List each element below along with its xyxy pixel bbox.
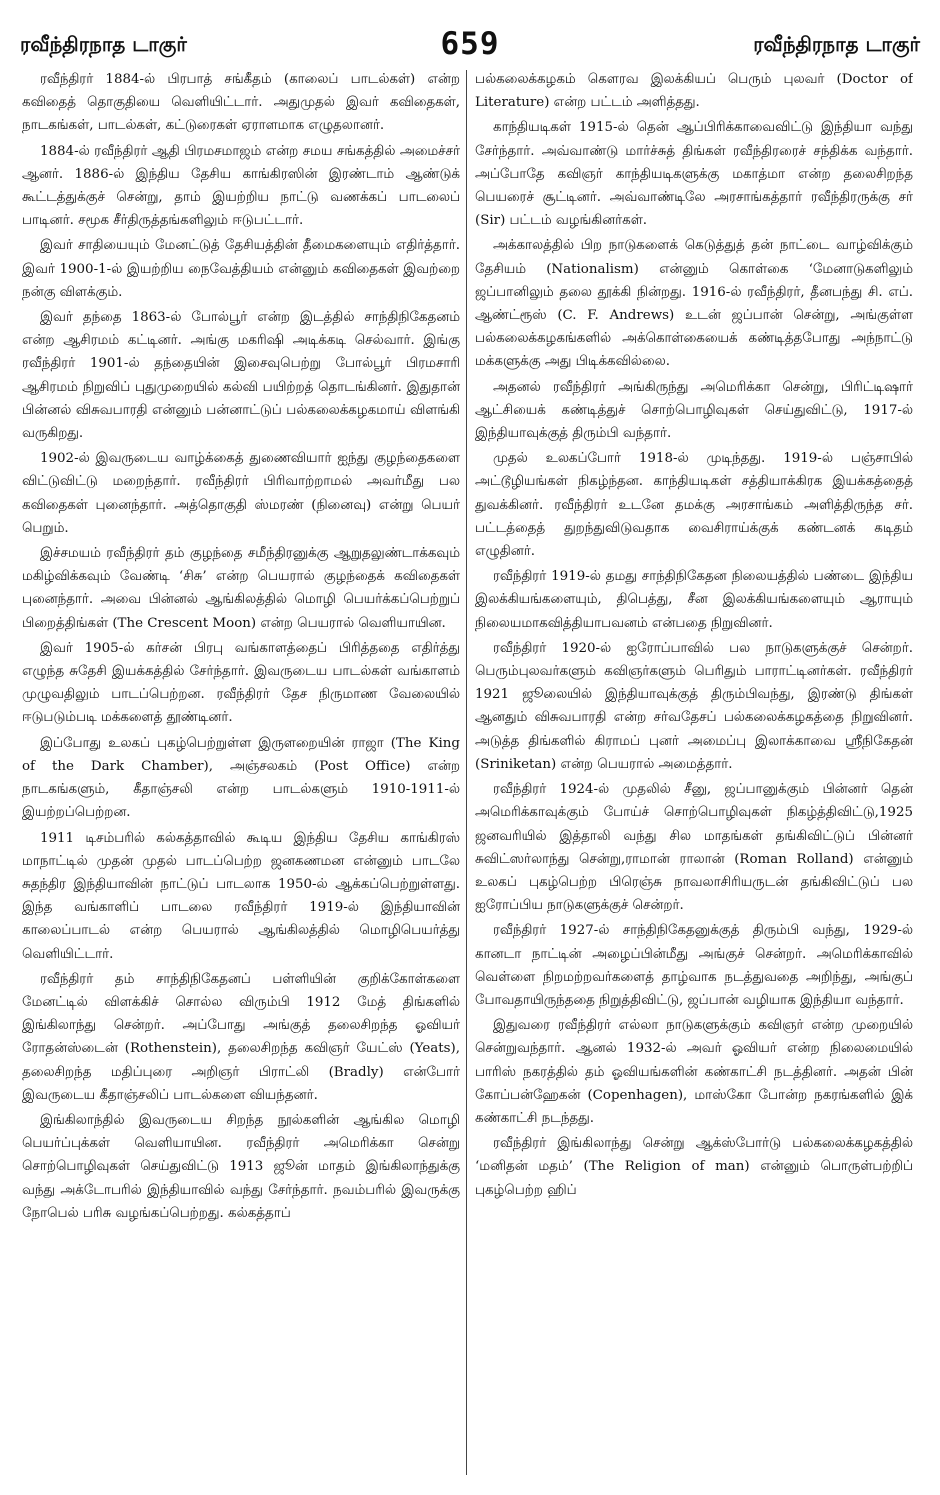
left-column bbox=[22, 68, 460, 1478]
paragraph: காந்தியடிகள் 1915-ல் தென் ஆப்பிரிக்காவைவிட்டு இந்தியா வந்து சேர்ந்தார். அவ்வாண்டு மார்ச்சுத் திங்கள் ரவீந்திரரைச் சந்திக்க வந்தார். அப்போதே கவிஞர் காந்தியடிகளுக்கு மகாத்மா என்ற தலைசிறந்த பெயரைச் சூட்டினர். அவ்வாண்டிலே அரசாங்கத்தார் ரவீந்திரருக்கு சர் (Sir) பட்டம் வழங்கினர்கள். bbox=[475, 120, 913, 229]
page-number: 659 bbox=[440, 26, 500, 62]
paragraph: ரவீந்திரர் 1884-ல் பிரபாத் சங்கீதம் (காலைப் பாடல்கள்) என்ற கவிதைத் தொகுதியை வெளியிட்டார். அதுமுதல் இவர் கவிதைகள், நாடகங்கள், பாடல்கள், கட்டுரைகள் ஏராளமாக எழுதலானர். bbox=[22, 72, 460, 134]
paragraph: ரவீந்திரர் 1919-ல் தமது சாந்திநிகேதன நிலையத்தில் பண்டை இந்திய இலக்கியங்களையும், திபெத்து, சீன இலக்கியங்களையும் ஆராயும் நிலையமாகவித்தியாபவனம் என்பதை நிறுவினர். bbox=[475, 569, 913, 631]
right-column bbox=[475, 68, 913, 1478]
running-title-right: ரவீந்திரநாத டாகுர் bbox=[753, 32, 920, 56]
running-title-left: ரவீந்திரநாத டாகுர் bbox=[20, 32, 187, 56]
paragraph: இவர் சாதியையும் மேனட்டுத் தேசியத்தின் தீமைகளையும் எதிர்த்தார். இவர் 1900-1-ல் இயற்றிய நைவேத்தியம் என்னும் கவிதைகள் இவற்றை நன்கு விளக்கும். bbox=[22, 238, 460, 300]
paragraph: ரவீந்திரர் 1920-ல் ஐரோப்பாவில் பல நாடுகளுக்குச் சென்றர். பெரும்புலவர்களும் கவிஞர்களும் பெரிதும் பாராட்டினர்கள். ரவீந்திரர் 1921 ஜூலையில் இந்தியாவுக்குத் திரும்பிவந்து, இரண்டு திங்கள் ஆனதும் விசுவபாரதி என்ற சர்வதேசப் பல்கலைக்கழகத்தை நிறுவினர். அடுத்த திங்களில் கிராமப் புனர் அமைப்பு இலாக்காவை ஸ்ரீநிகேதன் (Sriniketan) என்ற பெயரால் அமைத்தார். bbox=[475, 640, 913, 772]
paragraph: ரவீந்திரர் 1924-ல் முதலில் சீனு, ஜப்பானுக்கும் பின்னர் தென் அமெரிக்காவுக்கும் போய்ச் சொற்பொழிவுகள் நிகழ்த்திவிட்டு,1925 ஜனவரியில் இத்தாலி வந்து சில மாதங்கள் தங்கிவிட்டுப் பின்னர் சுவிட்ஸர்லாந்து சென்று,ராமான் ராலான் (Roman Rolland) என்னும் உலகப் புகழ்பெற்ற பிரெஞ்சு நாவலாசிரியருடன் தங்கிவிட்டுப் பல ஐரோப்பிய நாடுகளுக்குச் சென்றர். bbox=[475, 782, 913, 914]
paragraph: 1884-ல் ரவீந்திரர் ஆதி பிரமசமாஜம் என்ற சமய சங்கத்தில் அமைச்சர் ஆனர். 1886-ல் இந்திய தேசிய காங்கிரஸின் இரண்டாம் ஆண்டுக் கூட்டத்துக்குச் சென்று, தாம் இயற்றிய நாட்டு வணக்கப் பாடலைப் பாடினர். சமூக சீர்திருத்தங்களிலும் ஈடுபட்டார். bbox=[22, 143, 460, 229]
paragraph: இங்கிலாந்தில் இவருடைய சிறந்த நூல்களின் ஆங்கில மொழி பெயர்ப்புக்கள் வெளியாயின. ரவீந்திரர் அமெரிக்கா சென்று சொற்பொழிவுகள் செய்துவிட்டு 1913 ஜூன் மாதம் இங்கிலாந்துக்கு வந்து அக்டோபரில் இந்தியாவில் வந்து சேர்ந்தார். நவம்பரில் இவருக்கு நோபெல் பரிசு வழங்கப்பெற்றது. கல்கத்தாப் bbox=[22, 1112, 460, 1221]
page-header bbox=[20, 26, 920, 66]
paragraph: ரவீந்திரர் இங்கிலாந்து சென்று ஆக்ஸ்போர்டு பல்கலைக்கழகத்தில் ‘மனிதன் மதம்’ (The Religion of man) என்னும் பொருள்பற்றிப் புகழ்பெற்ற ஹிப் bbox=[475, 1136, 913, 1198]
paragraph: ரவீந்திரர் 1927-ல் சாந்திநிகேதனுக்குத் திரும்பி வந்து, 1929-ல் கானடா நாட்டின் அழைப்பின்மீது அங்குச் சென்றர். அமெரிக்காவில் வெள்ளை நிறமற்றவர்களைத் தாழ்வாக நடத்துவதை அறிந்து, அங்குப் போவதாயிருந்ததை நிறுத்திவிட்டு, ஜப்பான் வழியாக இந்தியா வந்தார். bbox=[475, 923, 913, 1008]
paragraph: முதல் உலகப்போர் 1918-ல் முடிந்தது. 1919-ல் பஞ்சாபில் அட்டூழியங்கள் நிகழ்ந்தன. காந்தியடிகள் சத்தியாக்கிரக இயக்கத்தைத் துவக்கினர். ரவீந்திரர் உடனே தமக்கு அரசாங்கம் அளித்திருந்த சர். பட்டத்தைத் துறந்துவிடுவதாக வைசிராய்க்குக் கண்டனக் கடிதம் எழுதினர். bbox=[475, 451, 913, 560]
paragraph: 1911 டிசம்பரில் கல்கத்தாவில் கூடிய இந்திய தேசிய காங்கிரஸ் மாநாட்டில் முதன் முதல் பாடப்பெற்ற ஜனகணமன என்னும் பாடலே சுதந்திர இந்தியாவின் நாட்டுப் பாடலாக 1950-ல் ஆக்கப்பெற்றுள்ளது. இந்த வங்காளிப் பாடலை ரவீந்திரர் 1919-ல் இந்தியாவின் காலைப்பாடல் என்ற பெயரால் ஆங்கிலத்தில் மொழிபெயர்த்து வெளியிட்டார். bbox=[22, 830, 460, 962]
paragraph: இவர் தந்தை 1863-ல் போல்பூர் என்ற இடத்தில் சாந்திநிகேதனம் என்ற ஆசிரமம் கட்டினர். அங்கு மகரிஷி அடிக்கடி செல்வார். இங்கு ரவீந்திரர் 1901-ல் தந்தையின் இசைவுபெற்று போல்பூர் பிரமசாரி ஆசிரமம் நிறுவிப் புதுமுறையில் கல்வி பயிற்றத் தொடங்கினர். இதுதான் பின்னல் விசுவபாரதி என்னும் பன்னாட்டுப் பல்கலைக்கழகமாய் விளங்கி வருகிறது. bbox=[22, 310, 460, 442]
column-divider bbox=[466, 70, 467, 1475]
paragraph: பல்கலைக்கழகம் கௌரவ இலக்கியப் பெரும் புலவர் (Doctor of Literature) என்ற பட்டம் அளித்தது. bbox=[475, 72, 913, 111]
paragraph: ரவீந்திரர் தம் சாந்திநிகேதனப் பள்ளியின் குறிக்கோள்களை மேனட்டில் விளக்கிச் சொல்ல விரும்பி 1912 மேத் திங்களில் இங்கிலாந்து சென்றர். அப்போது அங்குத் தலைசிறந்த ஓவியர் ரோதன்ஸ்டைன் (Rothenstein), தலைசிறந்த கவிஞர் யேட்ஸ் (Yeats), தலைசிறந்த மதிப்புரை அறிஞர் பிராட்லி (Bradly) என்போர் இவருடைய கீதாஞ்சலிப் பாடல்களை வியந்தனர். bbox=[22, 971, 460, 1103]
paragraph: 1902-ல் இவருடைய வாழ்க்கைத் துணைவியார் ஐந்து குழந்தைகளை விட்டுவிட்டு மறைந்தார். ரவீந்திரர் பிரிவாற்றாமல் அவர்மீது பல கவிதைகள் புனைந்தார். அத்தொகுதி ஸ்மரண் (நினைவு) என்று பெயர் பெறும். bbox=[22, 451, 460, 536]
paragraph: இதுவரை ரவீந்திரர் எல்லா நாடுகளுக்கும் கவிஞர் என்ற முறையில் சென்றுவந்தார். ஆனல் 1932-ல் அவர் ஓவியர் என்ற நிலைமையில் பாரிஸ் நகரத்தில் தம் ஓவியங்களின் கண்காட்சி நடத்தினர். அதன் பின் கோப்பன்ஹேகன் (Copenhagen), மாஸ்கோ போன்ற நகரங்களில் இக் கண்காட்சி நடந்தது. bbox=[475, 1018, 913, 1126]
paragraph: இவர் 1905-ல் கர்சன் பிரபு வங்காளத்தைப் பிரித்ததை எதிர்த்து எழுந்த சுதேசி இயக்கத்தில் சேர்ந்தார். இவருடைய பாடல்கள் வங்காளம் முழுவதிலும் பாடப்பெற்றன. ரவீந்திரர் தேச நிருமாண வேலையில் ஈடுபடும்படி மக்களைத் தூண்டினர். bbox=[22, 640, 460, 726]
paragraph: இப்போது உலகப் புகழ்பெற்றுள்ள இருளறையின் ராஜா (The King of the Dark Chamber), அஞ்சலகம் (Post Office) என்ற நாடகங்களும், கீதாஞ்சலி என்ற பாடல்களும் 1910-1911-ல் இயற்றப்பெற்றன. bbox=[22, 735, 460, 821]
paragraph: இச்சமயம் ரவீந்திரர் தம் குழந்தை சமீந்திரனுக்கு ஆறுதலுண்டாக்கவும் மகிழ்விக்கவும் வேண்டி ‘சிசு’ என்ற பெயரால் குழந்தைக் கவிதைகள் புனைந்தார். அவை பின்னல் ஆங்கிலத்தில் மொழி பெயர்க்கப்பெற்றுப் பிறைத்திங்கள் (The Crescent Moon) என்ற பெயரால் வெளியாயின. bbox=[22, 546, 460, 631]
paragraph: அதனல் ரவீந்திரர் அங்கிருந்து அமெரிக்கா சென்று, பிரிட்டிஷார் ஆட்சியைக் கண்டித்துச் சொற்பொழிவுகள் செய்துவிட்டு, 1917-ல் இந்தியாவுக்குத் திரும்பி வந்தார். bbox=[475, 379, 913, 442]
paragraph: அக்காலத்தில் பிற நாடுகளைக் கெடுத்துத் தன் நாட்டை வாழ்விக்கும் தேசியம் (Nationalism) என்னும் கொள்கை ‘மேனாடுகளிலும் ஜப்பானிலும் தலை தூக்கி நின்றது. 1916-ல் ரவீந்திரர், தீனபந்து சி. எப். ஆண்ட்ரூஸ் (C. F. Andrews) உடன் ஜப்பான் சென்று, அங்குள்ள பல்கலைக்கழகங்களில் அக்கொள்கையைக் கண்டித்தபோது அந்நாட்டு மக்களுக்கு அது பிடிக்கவில்லை. bbox=[475, 238, 913, 370]
